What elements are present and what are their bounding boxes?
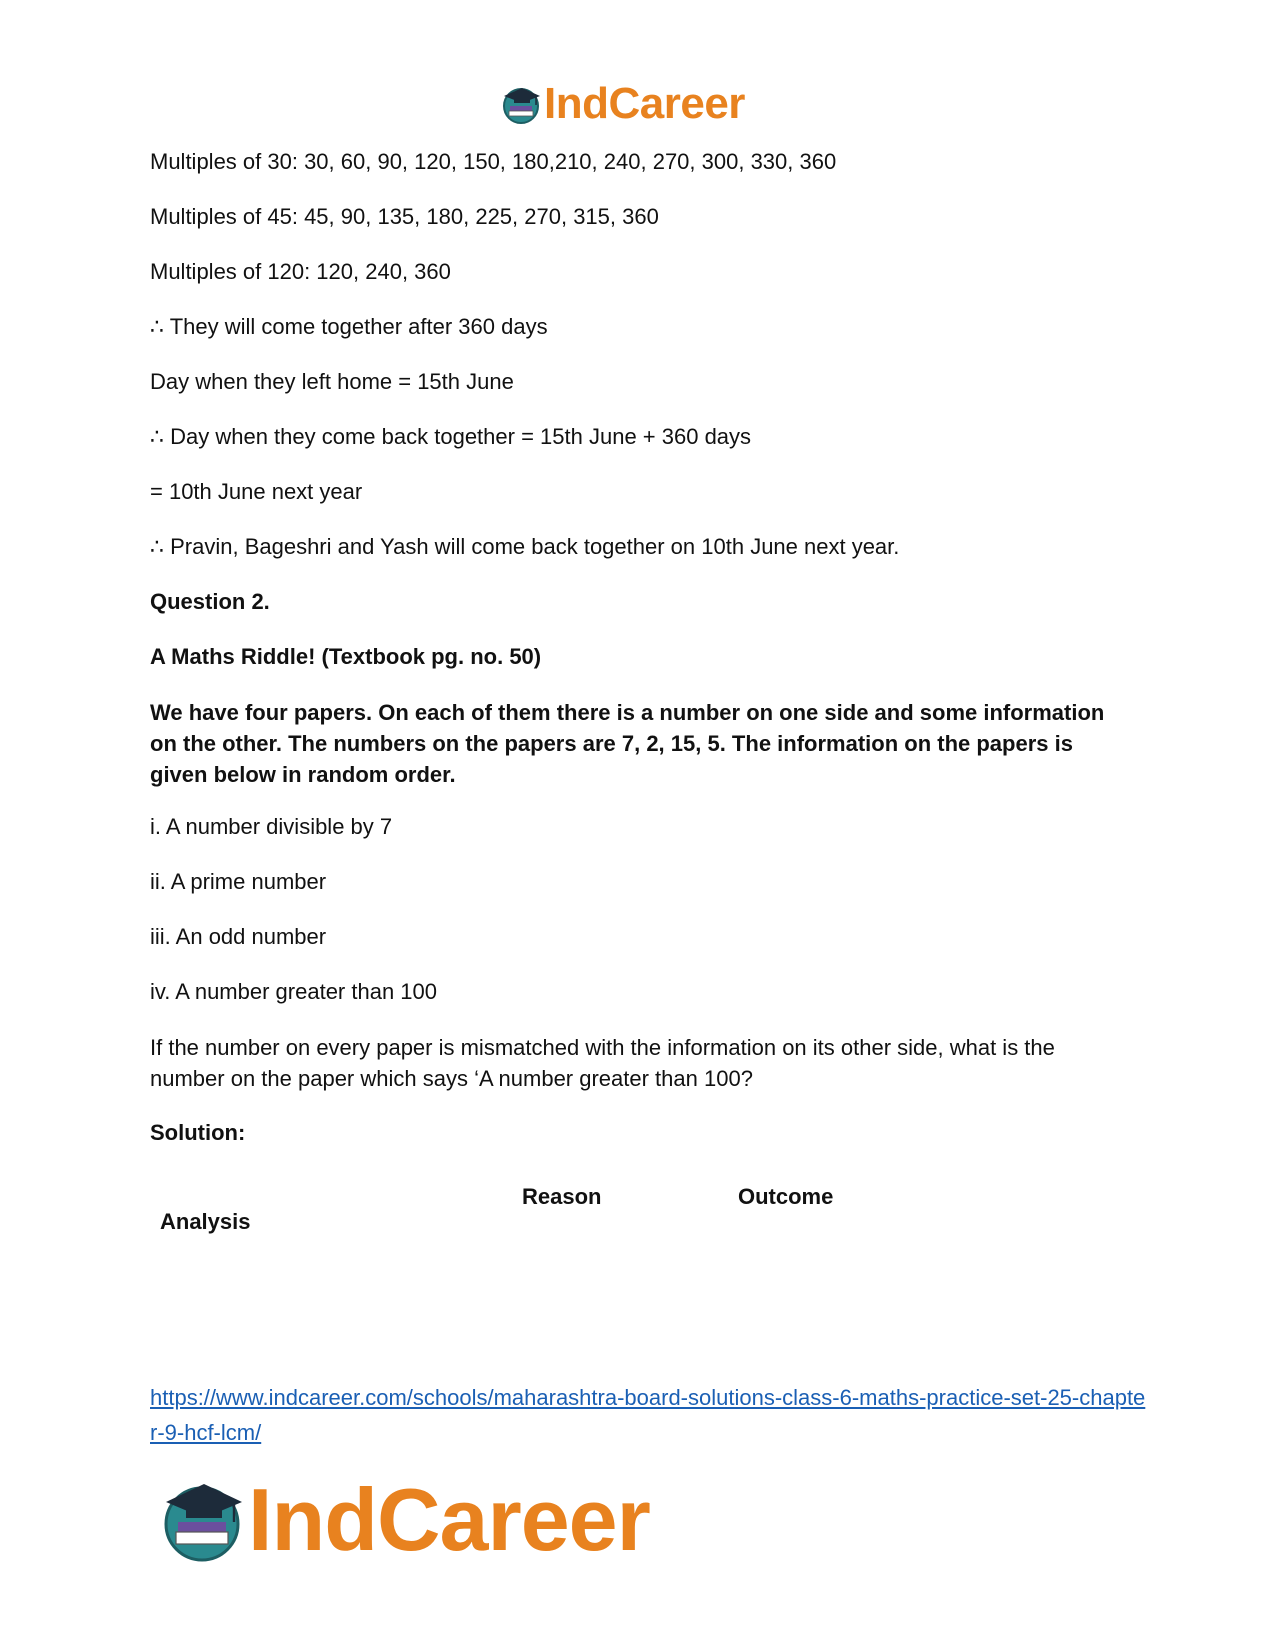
come-back-line: ∴ Day when they come back together = 15th June + 360 days: [150, 424, 752, 449]
multiples-45-line: Multiples of 45: 45, 90, 135, 180, 225, 270, 315, 360: [150, 204, 659, 229]
option-item: iv. A number greater than 100: [150, 979, 437, 1004]
logo-text: IndCareer: [248, 1470, 650, 1569]
table-header-outcome: Outcome: [738, 1184, 834, 1209]
conclusion-line: ∴ Pravin, Bageshri and Yash will come back together on 10th June next year.: [150, 534, 900, 559]
next-year-line: = 10th June next year: [150, 479, 363, 504]
question-heading: Question 2.: [150, 589, 270, 614]
multiples-120-line: Multiples of 120: 120, 240, 360: [150, 259, 451, 284]
logo-text: IndCareer: [544, 79, 745, 128]
option-item: ii. A prime number: [150, 869, 327, 894]
option-item: i. A number divisible by 7: [150, 814, 393, 839]
header-logo: [500, 80, 780, 128]
left-home-line: Day when they left home = 15th June: [150, 369, 514, 394]
solution-label: Solution:: [150, 1120, 246, 1145]
together-360-line: ∴ They will come together after 360 days: [150, 314, 548, 339]
graduation-cap-book-globe-icon: [500, 84, 544, 124]
riddle-text: We have four papers. On each of them there is a number on one side and some information on the other. The numbers on the papers are 7, 2, 15, 5. The information on the papers is given below in random order.: [150, 700, 1105, 787]
table-header-reason: Reason: [522, 1184, 602, 1209]
table-header-analysis: Analysis: [160, 1209, 251, 1234]
footer-logo: [160, 1470, 720, 1570]
question-text: If the number on every paper is mismatched with the information on its other side, what is the number on the paper which says ‘A number greater than 100?: [150, 1035, 1055, 1091]
riddle-title: A Maths Riddle! (Textbook pg. no. 50): [150, 644, 542, 669]
option-item: iii. An odd number: [150, 924, 327, 949]
multiples-30-line: Multiples of 30: 30, 60, 90, 120, 150, 180,210, 240, 270, 300, 330, 360: [150, 149, 837, 174]
source-link[interactable]: https://www.indcareer.com/schools/maharashtra-board-solutions-class-6-maths-practice-set-25-chapter-9-hcf-lcm/: [150, 1385, 1146, 1445]
graduation-cap-book-globe-icon: [160, 1476, 248, 1562]
